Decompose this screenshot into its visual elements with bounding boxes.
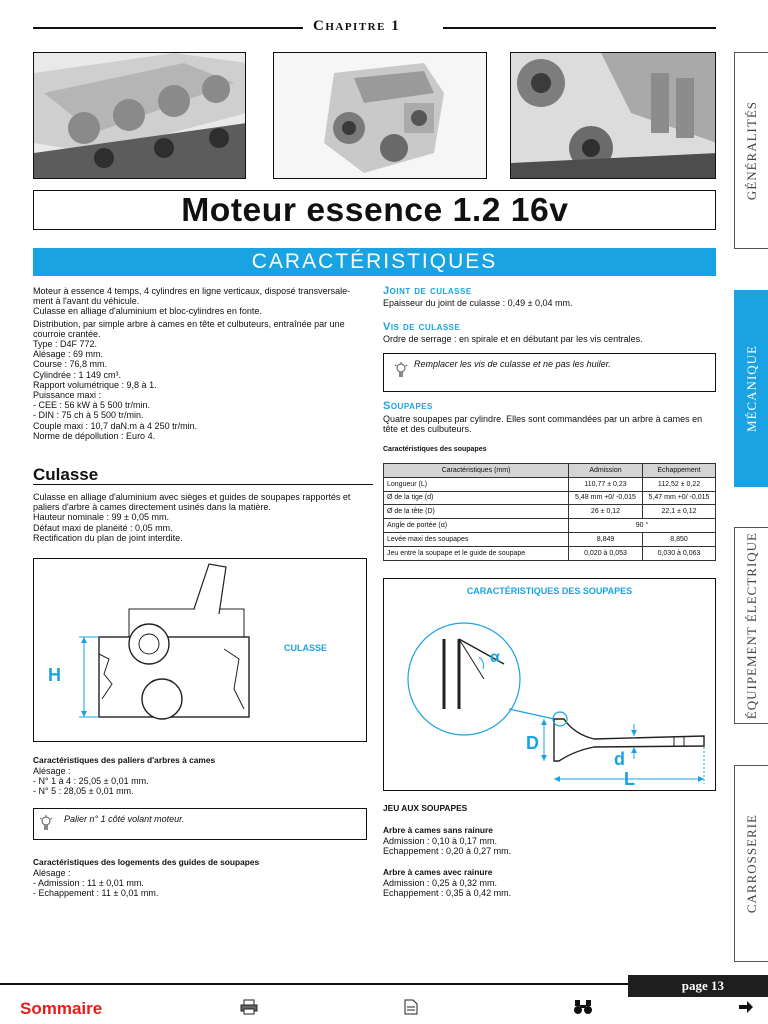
tab-equipement[interactable] (734, 527, 768, 724)
main-title: Moteur essence 1.2 16v (180, 191, 569, 228)
table-row (384, 519, 716, 533)
table-cell: Longueur (L) (384, 477, 569, 491)
lightbulb-icon (39, 815, 53, 838)
intro-specs (33, 339, 373, 441)
spec-line: Rapport volumétrique : 9,8 à 1. (33, 379, 157, 390)
table-cell: 0,020 à 0,053 (569, 546, 643, 560)
document-button[interactable] (404, 998, 418, 1020)
spec-line: Couple maxi : 10,7 daN.m à 4 250 tr/min. (33, 420, 198, 431)
section-banner (33, 248, 716, 276)
valve-drawing (384, 579, 715, 790)
vis-note (383, 353, 716, 392)
intro-p2: Culasse en alliage d'aluminium et bloc-cylindres en fonte. (33, 306, 262, 316)
header-rule-right (443, 27, 716, 29)
page-number-tab (628, 975, 768, 997)
table-row (384, 491, 716, 505)
soupapes-figure-title: CARACTÉRISTIQUES DES SOUPAPES (466, 586, 633, 596)
table-cell: 112,52 ± 0,22 (643, 477, 716, 491)
table-header-row (384, 464, 716, 478)
document-icon (404, 999, 418, 1020)
spec-line: - DIN : 75 ch à 5 500 tr/min. (33, 410, 144, 421)
tab-generalites-label: GÉNÉRALITÉS (743, 100, 759, 201)
engine-photo-2 (273, 52, 487, 179)
spec-line: Alésage : 69 mm. (33, 349, 104, 360)
spec-line: Norme de dépollution : Euro 4. (33, 430, 156, 441)
table-cell: 22,1 ± 0,12 (643, 505, 716, 519)
paliers-heading: Caractéristiques des paliers d'arbres à cames (33, 755, 216, 765)
chapter-title: Chapitre 1 (313, 18, 401, 34)
culasse-figure (33, 558, 367, 742)
jeu-sans-heading: Arbre à cames sans rainure (383, 825, 493, 835)
table-cell: Jeu entre la soupape et le guide de soupape (384, 546, 569, 560)
table-row (384, 505, 716, 519)
table-cell: 8,850 (643, 532, 716, 546)
table-cell: Ø de la tige (d) (384, 491, 569, 505)
vis-text: Ordre de serrage : en spirale et en débutant par les vis centrales. (383, 334, 643, 344)
table-cell: 5,47 mm +0/ -0,015 (643, 491, 716, 505)
culasse-h-label: H (48, 665, 61, 685)
printer-icon (240, 999, 258, 1020)
spec-line: Puissance maxi : (33, 390, 102, 401)
tab-generalites[interactable] (734, 52, 768, 249)
intro-p1: Moteur à essence 4 temps, 4 cylindres en ligne verticaux, disposé transversale- ment à l'avant du véhicule. (33, 286, 351, 307)
jeu-avec-heading: Arbre à cames avec rainure (383, 867, 493, 877)
spec-line: Cylindrée : 1 149 cm³. (33, 369, 122, 380)
print-button[interactable] (240, 998, 258, 1020)
binoculars-icon (573, 999, 593, 1020)
table-cell: 0,030 à 0,063 (643, 546, 716, 560)
fig-label-alpha: α (490, 649, 500, 666)
culasse-heading: Culasse (33, 465, 99, 484)
engine-photo-3 (510, 52, 716, 179)
sommaire-link[interactable] (20, 998, 102, 1020)
fig-label-D: D (526, 733, 539, 753)
table-row (384, 477, 716, 491)
table-cell: 8,849 (569, 532, 643, 546)
culasse-figure-label: CULASSE (284, 643, 328, 653)
vis-note-text: Remplacer les vis de culasse et ne pas les huiler. (414, 359, 611, 369)
jeu-heading: JEU AUX SOUPAPES (383, 803, 468, 813)
intro-p3: Distribution, par simple arbre à cames en tête et culbuteurs, entraînée par une courroie crantée. (33, 319, 345, 340)
table-header: Echappement (643, 464, 716, 478)
logements-heading: Caractéristiques des logements des guides de soupapes (33, 857, 260, 867)
engine-photo-1 (33, 52, 246, 179)
table-cell: 90 ° (569, 519, 716, 533)
culasse-text: Culasse en alliage d'aluminium avec sièges et guides de soupapes rapportés et paliers d'arbre à cames directement usinés dans la matière. Hauteur nominale : 99 ± 0,05 mm. Défaut maxi de planéité : 0,05 mm. Rectification du plan de joint interdite. (33, 492, 351, 543)
culasse-rule (33, 484, 373, 485)
soupapes-text: Quatre soupapes par cylindre. Elles sont commandées par un arbre à cames en tête et des culbuteurs. (383, 414, 703, 435)
main-title-box (33, 190, 716, 230)
joint-text: Epaisseur du joint de culasse : 0,49 ± 0,04 mm. (383, 298, 573, 308)
tab-equipement-label: ÉQUIPEMENT ÉLECTRIQUE (743, 531, 759, 720)
fig-label-d: d (614, 749, 625, 769)
next-page-button[interactable] (738, 998, 754, 1020)
table-header: Caractéristiques (mm) (384, 464, 569, 478)
header-rule-left (33, 27, 303, 29)
jeu-avec-text: Admission : 0,25 à 0,32 mm. Echappement : 0,35 à 0,42 mm. (383, 878, 512, 899)
table-cell: Ø de la tête (D) (384, 505, 569, 519)
search-button[interactable] (573, 998, 593, 1020)
table-header: Admission (569, 464, 643, 478)
jeu-sans-text: Admission : 0,10 à 0,17 mm. Echappement : 0,20 à 0,27 mm. (383, 836, 512, 857)
spec-line: Course : 76,8 mm. (33, 359, 108, 370)
soupapes-table-caption: Caractéristiques des soupapes (383, 446, 487, 453)
logements-text: Alésage : - Admission : 11 ± 0,01 mm. - Echappement : 11 ± 0,01 mm. (33, 868, 159, 899)
lightbulb-icon (394, 362, 408, 385)
spec-line: - CEE : 56 kW à 5 500 tr/min. (33, 400, 151, 411)
table-row (384, 546, 716, 560)
spec-line: Type : D4F 772. (33, 339, 98, 349)
paliers-note-text: Palier n° 1 côté volant moteur. (64, 814, 185, 824)
tab-mecanique[interactable] (734, 290, 768, 487)
paliers-text: Alésage : - N° 1 à 4 : 25,05 ± 0,01 mm. - N° 5 : 28,05 ± 0,01 mm. (33, 766, 149, 797)
table-cell: 26 ± 0,12 (569, 505, 643, 519)
table-cell: Angle de portée (α) (384, 519, 569, 533)
sommaire-label: Sommaire (20, 999, 103, 1018)
table-row (384, 532, 716, 546)
paliers-note (33, 808, 367, 840)
tab-mecanique-label: MÉCANIQUE (743, 345, 759, 432)
table-cell: Levée maxi des soupapes (384, 532, 569, 546)
soupapes-heading: Soupapes (383, 400, 433, 412)
table-cell: 110,77 ± 0,23 (569, 477, 643, 491)
table-cell: 5,48 mm +0/ -0,015 (569, 491, 643, 505)
section-banner-label: CARACTÉRISTIQUES (251, 250, 498, 273)
tab-carrosserie[interactable] (734, 765, 768, 962)
soupapes-table (383, 463, 716, 561)
vis-heading: Vis de culasse (383, 321, 461, 333)
page-number: page 13 (681, 978, 724, 993)
joint-heading: Joint de culasse (383, 285, 472, 297)
fig-label-L: L (624, 769, 635, 789)
arrow-right-icon (738, 1000, 754, 1019)
tab-carrosserie-label: CARROSSERIE (743, 813, 759, 914)
soupapes-figure (383, 578, 716, 791)
